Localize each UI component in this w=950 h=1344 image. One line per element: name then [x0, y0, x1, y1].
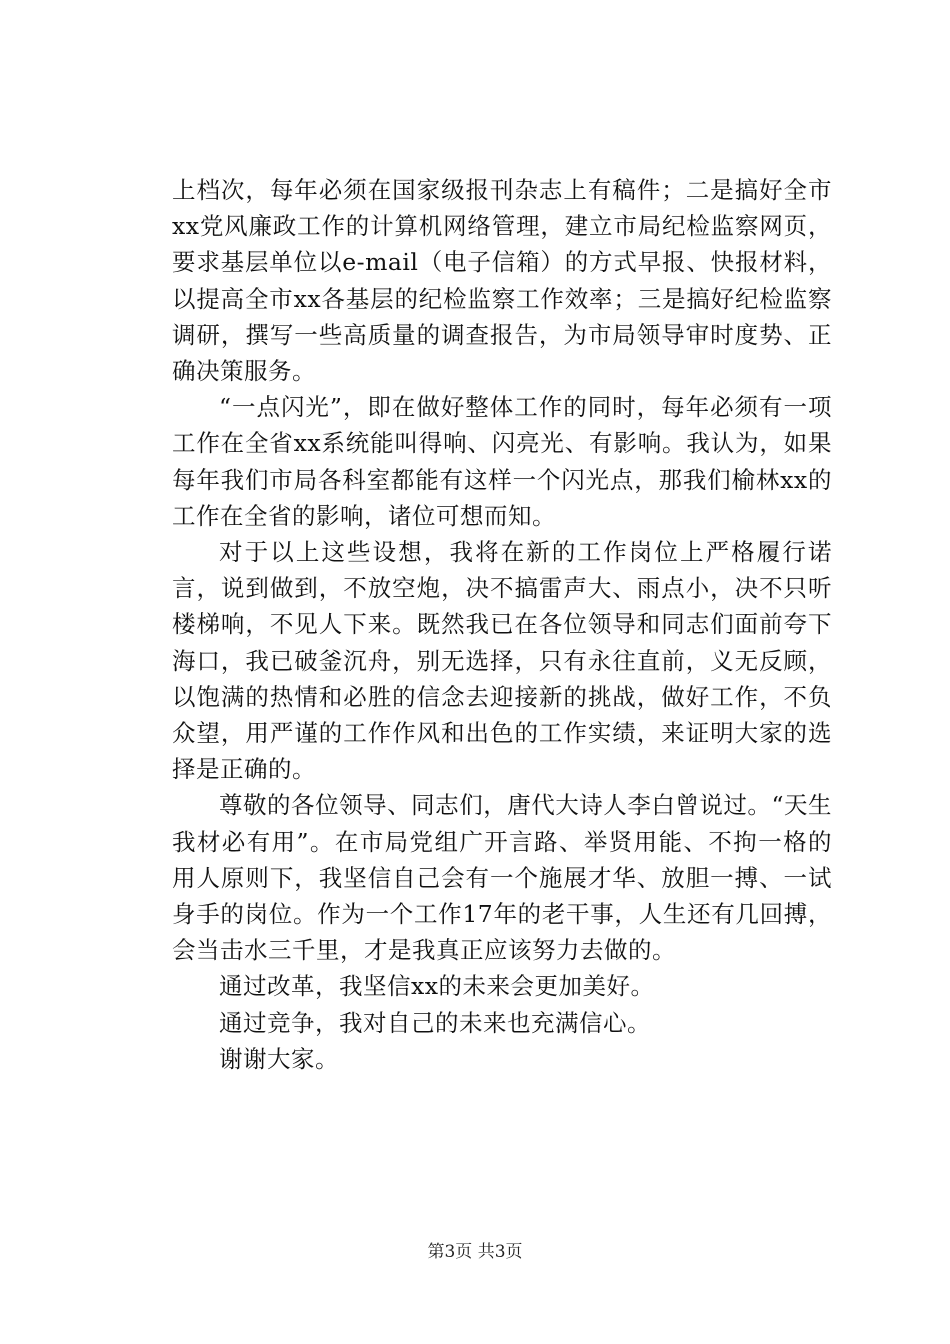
page-footer [0, 1242, 950, 1262]
paragraph-highlight: “一点闪光”，即在做好整体工作的同时，每年必须有一项工作在全省xx系统能叫得响、闪亮光、有影响。我认为，如果每年我们市局各科室都能有这样一个闪光点，那我们榆林xx的工作在全省的影响，诸位可想而知。 [172, 393, 832, 530]
paragraph-continuation: 上档次，每年必须在国家级报刊杂志上有稿件；二是搞好全市xx党风廉政工作的计算机网络管理，建立市局纪检监察网页，要求基层单位以e-mail（电子信箱）的方式早报、快报材料，以提高全市xx各基层的纪检监察工作效率；三是搞好纪检监察调研，撰写一些高质量的调查报告，为市局领导审时度势、正确决策服务。 [172, 176, 832, 386]
document-body [172, 172, 832, 1077]
paragraph-competition: 通过竞争，我对自己的未来也充满信心。 [219, 1008, 651, 1037]
paragraph-reform: 通过改革，我坚信xx的未来会更加美好。 [219, 972, 655, 1001]
page-number-label: 第3页 共3页 [427, 1242, 523, 1262]
paragraph-thanks: 谢谢大家。 [219, 1044, 339, 1073]
paragraph-commitment: 对于以上这些设想，我将在新的工作岗位上严格履行诺言，说到做到，不放空炮，决不搞雷声大、雨点小，决不只听楼梯响，不见人下来。既然我已在各位领导和同志们面前夸下海口，我已破釜沉舟，别无选择，只有永往直前，义无反顾，以饱满的热情和必胜的信念去迎接新的挑战，做好工作，不负众望，用严谨的工作作风和出色的工作实绩，来证明大家的选择是正确的。 [172, 538, 832, 784]
paragraph-address: 尊敬的各位领导、同志们，唐代大诗人李白曾说过。“天生我材必有用”。在市局党组广开言路、举贤用能、不拘一格的用人原则下，我坚信自己会有一个施展才华、放胆一搏、一试身手的岗位。作为一个工作17年的老干事，人生还有几回搏，会当击水三千里，才是我真正应该努力去做的。 [172, 791, 832, 965]
